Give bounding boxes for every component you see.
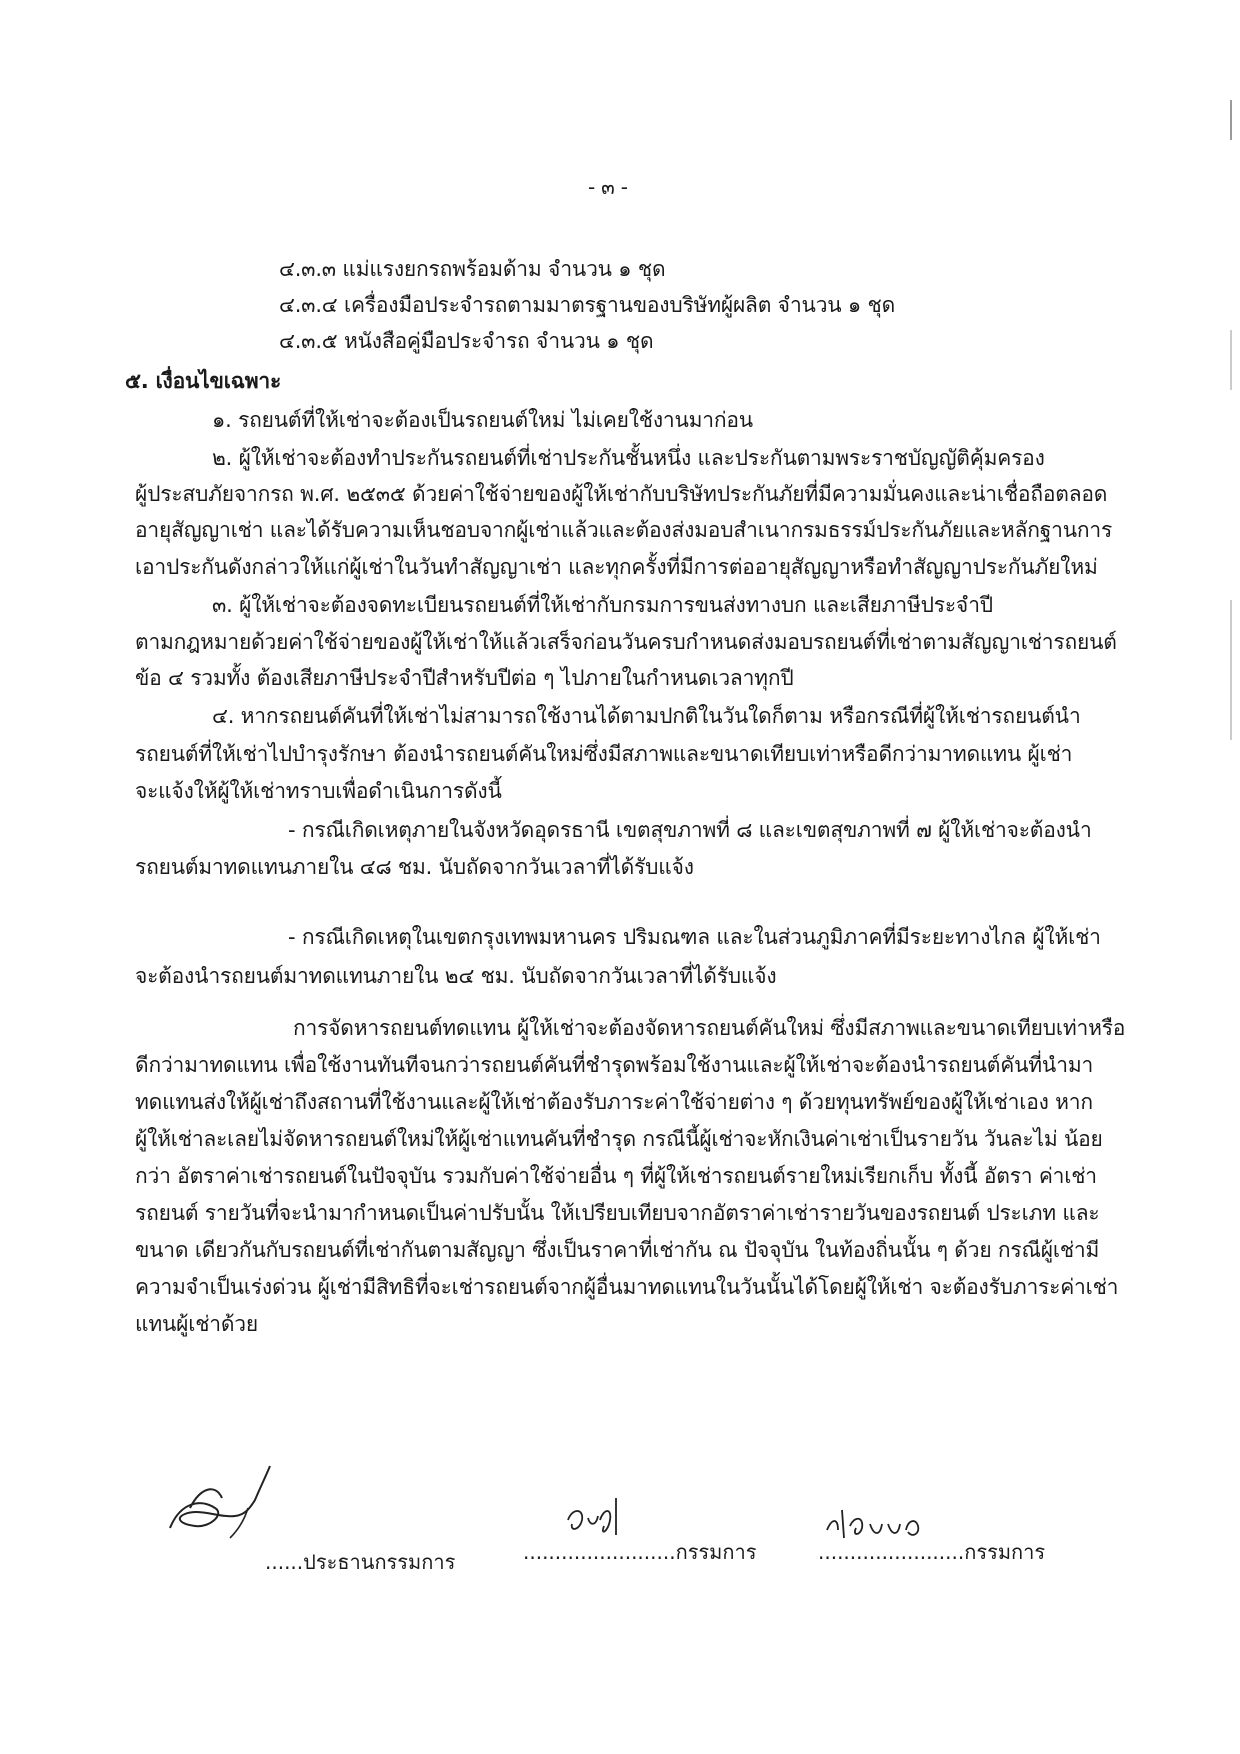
paragraph-line: ความจำเป็นเร่งด่วน ผู้เช่ามีสิทธิที่จะเช่ารถยนต์จากผู้อื่นมาทดแทนในวันนั้นได้โดยผู้ให้เช่า จะต้องรับภาระค่าเช่า: [135, 1275, 1119, 1299]
paragraph-line: จะแจ้งให้ผู้ให้เช่าทราบเพื่อดำเนินการดังนี้: [135, 779, 502, 803]
paragraph-line: ขนาด เดียวกันกับรถยนต์ที่เช่ากันตามสัญญา ซึ่งเป็นราคาที่เช่ากัน ณ ปัจจุบัน ในท้องถิ่นนั้น ๆ ด้วย กรณีผู้เช่ามี: [135, 1238, 1100, 1262]
paragraph-line: ทดแทนส่งให้ผู้เช่าถึงสถานที่ใช้งานและผู้ให้เช่าต้องรับภาระค่าใช้จ่ายต่าง ๆ ด้วยทุนทรัพย์ของผู้ให้เช่าเอง หาก: [135, 1090, 1093, 1114]
paragraph-line: ๒. ผู้ให้เช่าจะต้องทำประกันรถยนต์ที่เช่าประกันชั้นหนึ่ง และประกันตามพระราชบัญญัติคุ้มครอง: [212, 446, 1045, 470]
signature-role: กรรมการ: [675, 1540, 757, 1564]
section-heading: ๕. เงื่อนไขเฉพาะ: [125, 369, 282, 393]
signature-line-member-1: [523, 1536, 756, 1568]
paragraph-line: ดีกว่ามาทดแทน เพื่อใช้งานทันทีจนกว่ารถยนต์คันที่ชำรุดพร้อมใช้งานและผู้ให้เช่าจะต้องนำรถยนต์คันที่นำมา: [135, 1053, 1094, 1077]
paragraph-line: ๓. ผู้ให้เช่าจะต้องจดทะเบียนรถยนต์ที่ให้เช่ากับกรมการขนส่งทางบก และเสียภาษีประจำปี: [212, 593, 993, 617]
signature-role: กรรมการ: [964, 1540, 1046, 1564]
scan-mark: [1230, 600, 1232, 740]
paragraph-line: ผู้ประสบภัยจากรถ พ.ศ. ๒๕๓๕ ด้วยค่าใช้จ่ายของผู้ให้เช่ากับบริษัทประกันภัยที่มีความมั่นคงและน่าเชื่อถือตลอด: [135, 482, 1108, 506]
paragraph-line: ๔. หากรถยนต์คันที่ให้เช่าไม่สามารถใช้งานได้ตามปกติในวันใดก็ตาม หรือกรณีที่ผู้ให้เช่ารถยนต์นำ: [212, 704, 1081, 728]
paragraph-line: การจัดหารถยนต์ทดแทน ผู้ให้เช่าจะต้องจัดหารถยนต์คันใหม่ ซึ่งมีสภาพและขนาดเทียบเท่าหรือ: [293, 1016, 1126, 1040]
signature-dots: .......................: [818, 1540, 965, 1564]
paragraph-line: รถยนต์ที่ให้เช่าไปบำรุงรักษา ต้องนำรถยนต์คันใหม่ซึ่งมีสภาพและขนาดเทียบเท่าหรือดีกว่ามาทดแทน ผู้เช่า: [135, 742, 1073, 766]
paragraph-line: รถยนต์ รายวันที่จะนำมากำหนดเป็นค่าปรับนั้น ให้เปรียบเทียบจากอัตราค่าเช่ารายวันของรถยนต์ ประเภท และ: [135, 1201, 1100, 1225]
signature-dots: ........................: [523, 1540, 676, 1564]
paragraph-line: กว่า อัตราค่าเช่ารถยนต์ในปัจจุบัน รวมกับค่าใช้จ่ายอื่น ๆ ที่ผู้ให้เช่ารถยนต์รายใหม่เรียกเก็บ ทั้งนี้ อัตรา ค่าเช่า: [135, 1164, 1097, 1188]
item-4-3-5: ๔.๓.๕ หนังสือคู่มือประจำรถ จำนวน ๑ ชุด: [279, 329, 654, 353]
paragraph-line: ๑. รถยนต์ที่ให้เช่าจะต้องเป็นรถยนต์ใหม่ ไม่เคยใช้งานมาก่อน: [212, 408, 753, 432]
item-4-3-3: ๔.๓.๓ แม่แรงยกรถพร้อมด้าม จำนวน ๑ ชุด: [279, 257, 666, 281]
signature-chairman: [160, 1448, 280, 1543]
paragraph-line: แทนผู้เช่าด้วย: [135, 1312, 258, 1336]
paragraph-line: - กรณีเกิดเหตุภายในจังหวัดอุดรธานี เขตสุขภาพที่ ๘ และเขตสุขภาพที่ ๗ ผู้ให้เช่าจะต้องนำ: [288, 818, 1092, 842]
item-4-3-4: ๔.๓.๔ เครื่องมือประจำรถตามมาตรฐานของบริษัทผู้ผลิต จำนวน ๑ ชุด: [279, 293, 896, 317]
signature-line-chairman: [265, 1546, 455, 1578]
paragraph-line: ผู้ให้เช่าละเลยไม่จัดหารถยนต์ใหม่ให้ผู้เช่าแทนคันที่ชำรุด กรณีนี้ผู้เช่าจะหักเงินค่าเช่าเป็นรายวัน วันละไม่ น้อย: [135, 1127, 1103, 1151]
paragraph-line: รถยนต์มาทดแทนภายใน ๔๘ ชม. นับถัดจากวันเวลาที่ได้รับแจ้ง: [135, 855, 694, 879]
scan-mark: [1230, 330, 1232, 390]
scan-mark: [1230, 100, 1232, 140]
paragraph-line: - กรณีเกิดเหตุในเขตกรุงเทพมหานคร ปริมณฑล และในส่วนภูมิภาคที่มีระยะทางไกล ผู้ให้เช่า: [288, 925, 1101, 949]
signature-line-member-2: [818, 1536, 1045, 1568]
signature-role: ประธานกรรมการ: [303, 1550, 456, 1574]
paragraph-line: จะต้องนำรถยนต์มาทดแทนภายใน ๒๔ ชม. นับถัดจากวันเวลาที่ได้รับแจ้ง: [135, 964, 777, 988]
paragraph-line: ตามกฎหมายด้วยค่าใช้จ่ายของผู้ให้เช่าให้แล้วเสร็จก่อนวันครบกำหนดส่งมอบรถยนต์ที่เช่าตามสัญญาเช่ารถยนต์: [135, 630, 1117, 654]
paragraph-line: อายุสัญญาเช่า และได้รับความเห็นชอบจากผู้เช่าแล้วและต้องส่งมอบสำเนากรมธรรม์ประกันภัยและหลักฐานการ: [135, 518, 1113, 542]
page-number: - ๓ -: [588, 175, 628, 199]
paragraph-line: ข้อ ๔ รวมทั้ง ต้องเสียภาษีประจำปีสำหรับปีต่อ ๆ ไปภายในกำหนดเวลาทุกปี: [135, 666, 794, 690]
paragraph-line: เอาประกันดังกล่าวให้แก่ผู้เช่าในวันทำสัญญาเช่า และทุกครั้งที่มีการต่ออายุสัญญาหรือทำสัญญาประกันภัยใหม่: [135, 555, 1098, 579]
signature-dots: ......: [265, 1550, 304, 1574]
